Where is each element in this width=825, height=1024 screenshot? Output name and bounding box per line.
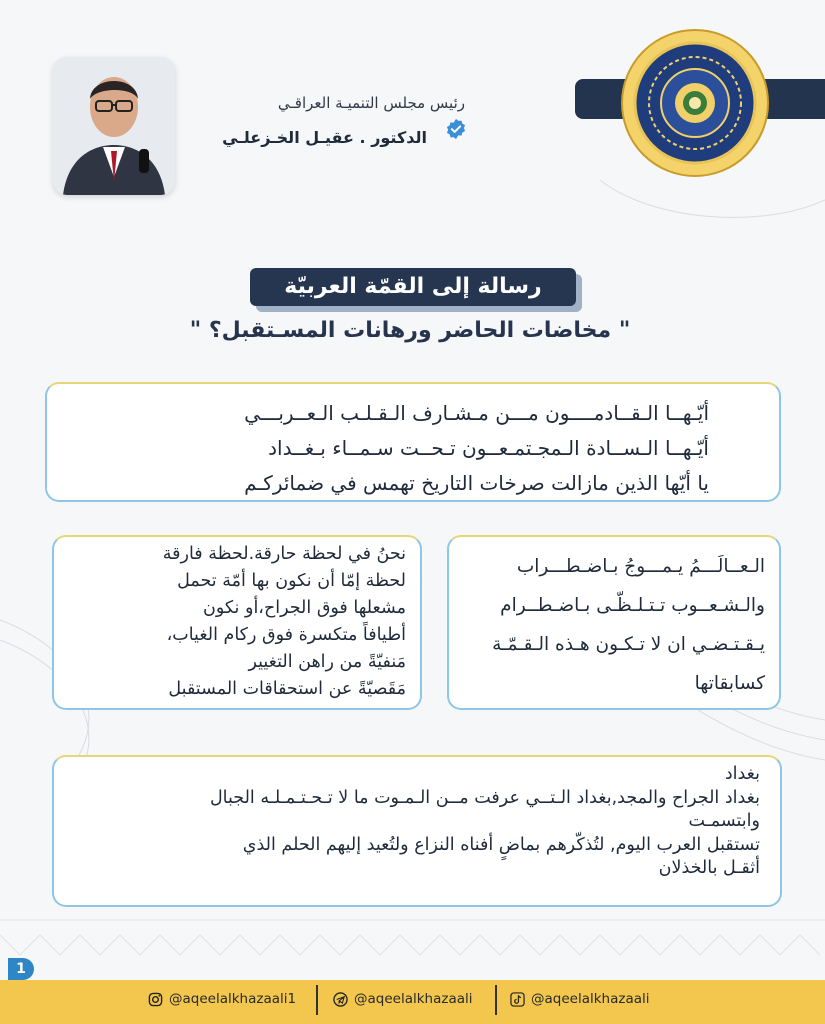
moment-line: مَقَصيّةً عن استحقاقات المستقبل (168, 679, 406, 699)
telegram-icon (333, 992, 348, 1007)
instagram-icon (148, 992, 163, 1007)
world-line: والـشـعــوب تـتـلـظّـى بـاضـطــرام (500, 595, 765, 616)
verified-badge-icon (445, 118, 467, 140)
instagram-handle[interactable] (148, 991, 296, 1007)
summit-emblem-logo (620, 28, 770, 178)
moment-line: مشعلها فوق الجراح،أو نكون (203, 598, 406, 618)
telegram-label: @aqeelalkhazaali (354, 991, 473, 1007)
subtitle: " مخاضات الحاضر ورهانات المسـتقبل؟ " (189, 318, 631, 343)
page-number: 1 (8, 958, 34, 980)
footer-divider (316, 985, 318, 1015)
moment-line: مَنفيّةً من راهن التغيير (248, 652, 406, 672)
intro-box (45, 382, 781, 502)
intro-line: يا أيّها الذين مازالت صرخات التاريخ تهمس في ضمائركـم (244, 471, 709, 495)
main-title: رسالة إلى القمّة العربيّة (250, 268, 576, 306)
moment-line: أطيافاً متكسرة فوق ركام الغياب، (166, 625, 406, 645)
baghdad-line: تستقبل العرب اليوم, لتُذكّرهم بماضٍ أفناه النزاع ولتُعيد إليهم الحلم الذي (242, 834, 760, 855)
baghdad-line: أثقـل بالخذلان (658, 858, 760, 878)
author-title: رئيس مجلس التنميـة العراقـي (277, 94, 465, 112)
tiktok-handle[interactable] (510, 991, 650, 1007)
moment-box (52, 535, 422, 710)
intro-line: أيّـهــا الـســادة الـمجـتمـعــون تـحــت سـمــاء بـغــداد (268, 436, 709, 460)
tiktok-label: @aqeelalkhazaali (531, 991, 650, 1007)
telegram-handle[interactable] (333, 991, 473, 1007)
baghdad-line: بغداد الجراح والمجد,بغداد الـتــي عرفت مــن الـمـوت ما لا تـحـتـمـلـه الجبال (209, 787, 760, 808)
baghdad-line: وابتسمـت (688, 811, 760, 831)
baghdad-box (52, 755, 782, 907)
world-line: كسابقاتها (694, 673, 765, 694)
world-line: الـعــالَـــمُ يـمـــوجُ بـاضـطـــراب (516, 556, 765, 577)
author-name: الدكتور . عقيـل الخـزعلـي (222, 128, 427, 147)
world-line: يـقـتـضـي ان لا تـكـون هـذه الـقـمّـة (492, 634, 765, 655)
instagram-label: @aqeelalkhazaali1 (169, 991, 297, 1007)
moment-line: نحنُ في لحظة حارقة.لحظة فارقة (162, 544, 406, 564)
world-box (447, 535, 781, 710)
baghdad-line: بغداد (724, 764, 760, 784)
moment-line: لحظة إمّا أن نكون بها أمّة تحمل (177, 571, 406, 591)
tiktok-icon (510, 992, 525, 1007)
author-photo (53, 57, 175, 195)
footer-divider (495, 985, 497, 1015)
intro-line: أيّـهــا الـقــادمــــون مـــن مـشـارف الـقـلـب الـعــربـــي (244, 401, 709, 425)
